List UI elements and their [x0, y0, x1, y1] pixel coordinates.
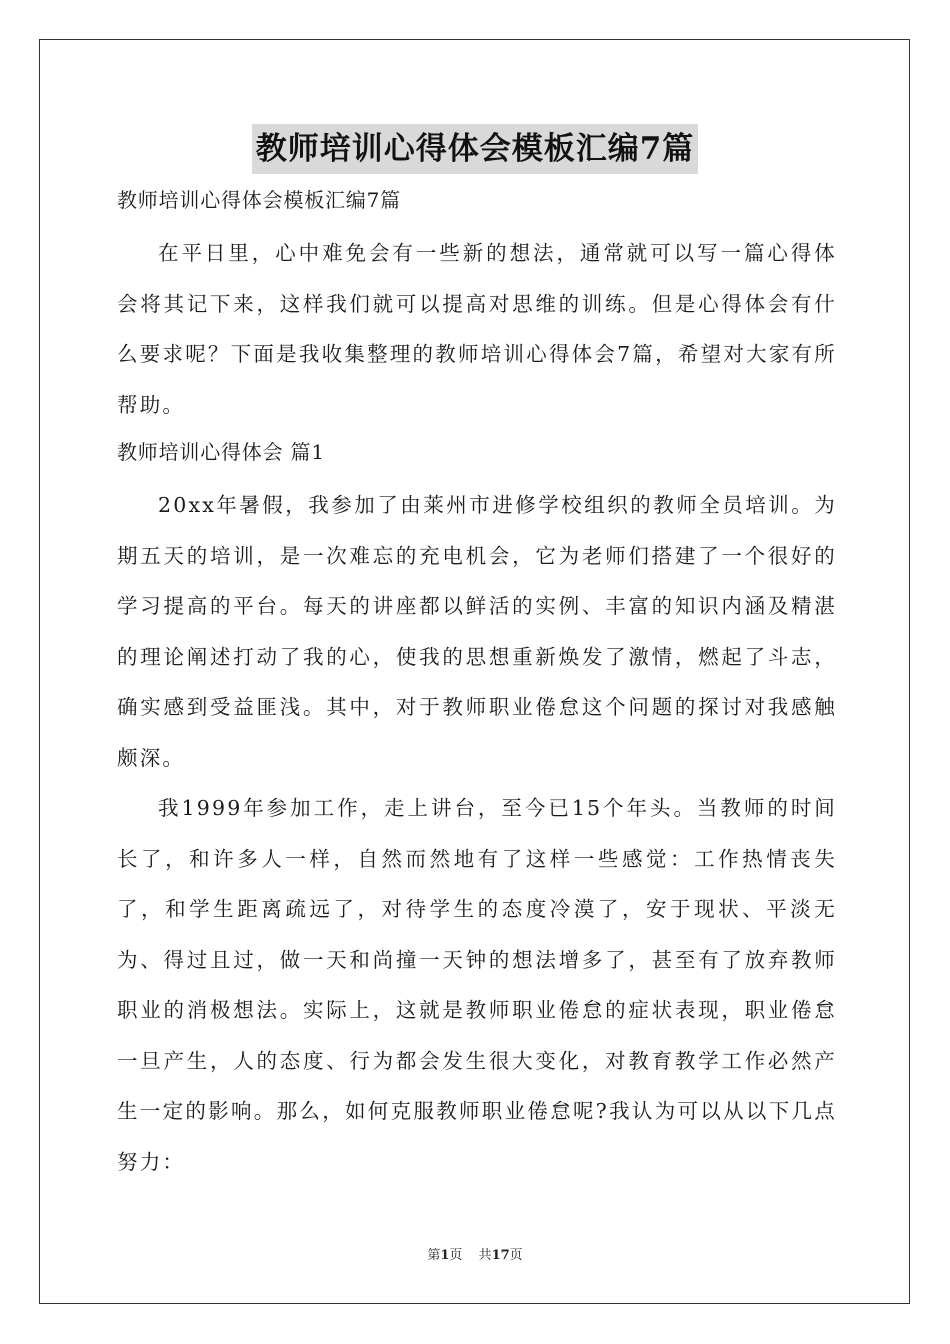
page-footer	[0, 1244, 950, 1263]
section-heading: 教师培训心得体会 篇1	[117, 440, 325, 464]
total-pages-indicator: 共17页	[478, 1248, 523, 1263]
intro-paragraph: 在平日里，心中难免会有一些新的想法，通常就可以写一篇心得体会将其记下来，这样我们就可以提高对思维的训练。但是心得体会有什么要求呢？下面是我收集整理的教师培训心得体会7篇，希望对大家有所帮助。	[117, 241, 837, 417]
document-subtitle: 教师培训心得体会模板汇编7篇	[117, 188, 401, 212]
body-paragraph-1: 20xx年暑假，我参加了由莱州市进修学校组织的教师全员培训。为期五天的培训，是一次难忘的充电机会，它为老师们搭建了一个很好的学习提高的平台。每天的讲座都以鲜活的实例、丰富的知识内涵及精湛的理论阐述打动了我的心，使我的思想重新焕发了激情，燃起了斗志，确实感到受益匪浅。其中，对于教师职业倦怠这个问题的探讨对我感触颇深。	[117, 493, 837, 770]
total-pages: 17	[491, 1248, 510, 1263]
page-number: 1	[440, 1248, 450, 1263]
page-indicator: 第1页	[427, 1248, 463, 1263]
document-title: 教师培训心得体会模板汇编7篇	[252, 124, 699, 174]
body-paragraph-2: 我1999年参加工作，走上讲台，至今已15个年头。当教师的时间长了，和许多人一样，自然而然地有了这样一些感觉：工作热情丧失了，和学生距离疏远了，对待学生的态度冷漠了，安于现状、平淡无为、得过且过，做一天和尚撞一天钟的想法增多了，甚至有了放弃教师职业的消极想法。实际上，这就是教师职业倦怠的症状表现，职业倦怠一旦产生，人的态度、行为都会发生很大变化，对教育教学工作必然产生一定的影响。那么，如何克服教师职业倦怠呢?我认为可以从以下几点努力：	[117, 796, 837, 1174]
document-body	[117, 180, 837, 1187]
title-area	[0, 124, 950, 174]
